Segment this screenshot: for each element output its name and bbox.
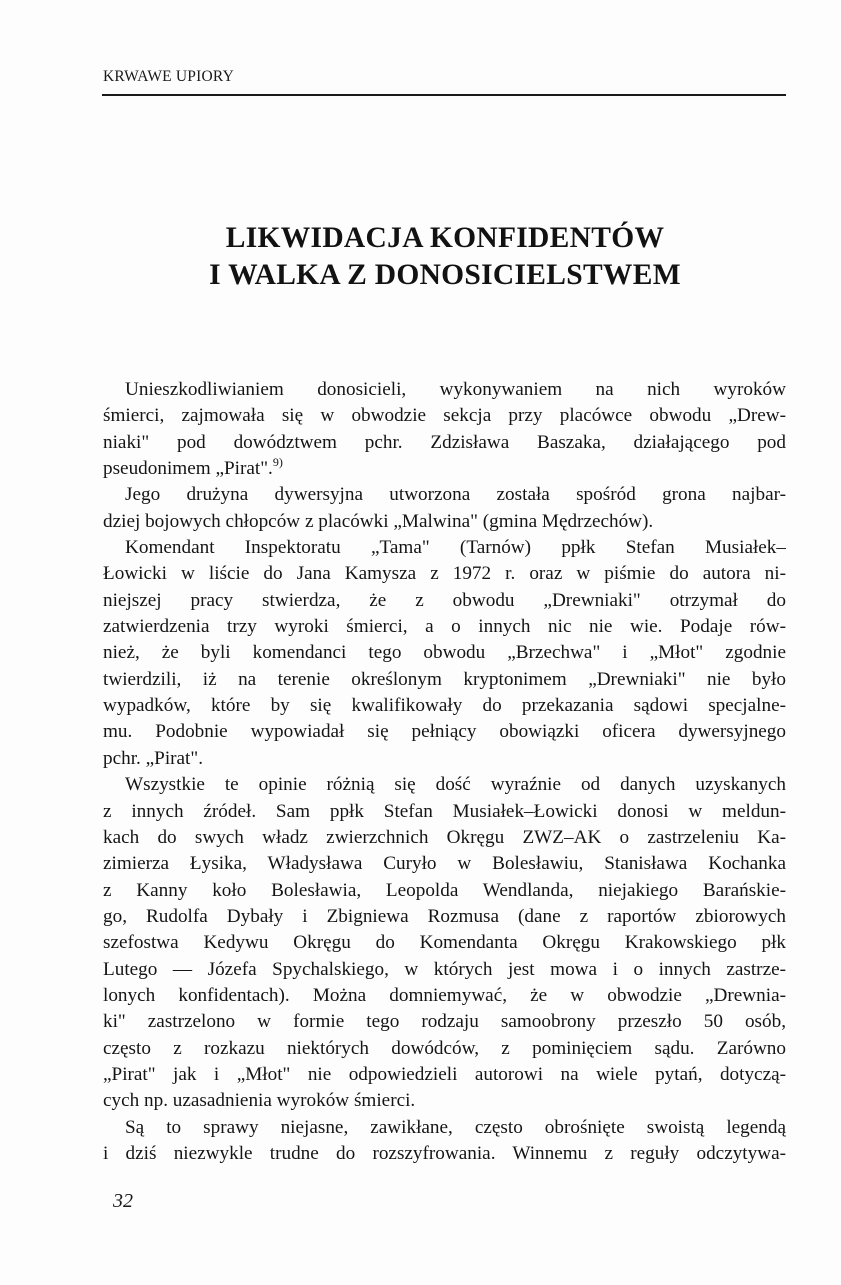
- body-line-text: i dziś niezwykle trudne do rozszyfrowania. Winnemu z reguły odczytywa-: [103, 1142, 786, 1164]
- body-line-text: cych np. uzasadnienia wyroków śmierci.: [103, 1090, 416, 1112]
- body-line-text: Jego drużyna dywersyjna utworzona została spośród grona najbar-: [125, 484, 786, 506]
- header-rule: [102, 94, 786, 96]
- body-line-text: niaki" pod dowództwem pchr. Zdzisława Baszaka, działającego pod: [103, 431, 786, 453]
- body-line-text: pseudonimem „Pirat".: [103, 458, 273, 480]
- body-line: [103, 403, 786, 429]
- body-line-text: pchr. „Pirat".: [103, 747, 204, 769]
- body-line-text: nież, że byli komendanci tego obwodu „Brzechwa" i „Młot" zgodnie: [103, 642, 786, 664]
- body-line-text: Są to sprawy niejasne, zawikłane, często obrośnięte swoistą legendą: [125, 1116, 786, 1138]
- body-line: [103, 719, 786, 745]
- body-line-text: śmierci, zajmowała się w obwodzie sekcja przy placówce obwodu „Drew-: [103, 405, 786, 427]
- body-line: [103, 561, 786, 587]
- body-line: [103, 430, 786, 456]
- body-line-text: twierdzili, iż na terenie określonym kryptonimem „Drewniaki" nie było: [103, 668, 786, 690]
- body-line: [103, 746, 786, 772]
- body-line-text: Łowicki w liście do Jana Kamysza z 1972 r. oraz w piśmie do autora ni-: [103, 563, 786, 585]
- body-line: [103, 482, 786, 508]
- body-line: [103, 693, 786, 719]
- body-line: [103, 1009, 786, 1035]
- body-line: [103, 588, 786, 614]
- body-line-text: niejszej pracy stwierdza, że z obwodu „Drewniaki" otrzymał do: [103, 589, 786, 611]
- body-line: [103, 904, 786, 930]
- body-line-text: z innych źródeł. Sam ppłk Stefan Musiałek–Łowicki donosi w meldun-: [103, 800, 786, 822]
- body-line: [103, 1115, 786, 1141]
- body-line: [103, 1062, 786, 1088]
- chapter-title-line-2: I WALKA Z DONOSICIELSTWEM: [209, 259, 681, 291]
- body-line-text: wypadków, które by się kwalifikowały do przekazania sądowi specjalne-: [103, 695, 786, 717]
- page-number: 32: [113, 1190, 133, 1212]
- body-line: [103, 851, 786, 877]
- body-line: [103, 930, 786, 956]
- body-line-text: zimierza Łysika, Władysława Curyło w Bolesławiu, Stanisława Kochanka: [103, 853, 786, 875]
- body-line: [103, 456, 786, 482]
- body-line-text: zatwierdzenia trzy wyroki śmierci, a o innych nic nie wie. Podaje rów-: [103, 616, 786, 638]
- body-line-text: dziej bojowych chłopców z placówki „Malwina" (gmina Mędrzechów).: [103, 510, 654, 532]
- chapter-title-line-1: LIKWIDACJA KONFIDENTÓW: [225, 222, 665, 254]
- chapter-title: [100, 220, 790, 294]
- body-line: [103, 799, 786, 825]
- body-line: [103, 509, 786, 535]
- body-line-text: go, Rudolfa Dybały i Zbigniewa Rozmusa (dane z raportów zbiorowych: [103, 905, 786, 927]
- body-line-text: Komendant Inspektoratu „Tama" (Tarnów) ppłk Stefan Musiałek–: [125, 537, 786, 559]
- body-text: [103, 377, 786, 1167]
- body-line: [103, 1036, 786, 1062]
- body-line: [103, 667, 786, 693]
- body-line-text: mu. Podobnie wypowiadał się pełniący obowiązki oficera dywersyjnego: [103, 721, 786, 743]
- body-line-text: z Kanny koło Bolesławia, Leopolda Wendlanda, niejakiego Barańskie-: [103, 879, 786, 901]
- body-line-text: kach do swych władz zwierzchnich Okręgu ZWZ–AK o zastrzeleniu Ka-: [103, 826, 786, 848]
- body-line: [103, 377, 786, 403]
- body-line: [103, 1141, 786, 1167]
- footnote-reference: 9): [272, 456, 283, 470]
- body-line: [103, 640, 786, 666]
- body-line-text: Unieszkodliwianiem donosicieli, wykonywaniem na nich wyroków: [125, 379, 786, 400]
- body-line: [103, 535, 786, 561]
- body-line: [103, 878, 786, 904]
- body-line: [103, 1088, 786, 1114]
- body-line-text: ki" zastrzelono w formie tego rodzaju samoobrony przeszło 50 osób,: [103, 1011, 786, 1033]
- body-line: [103, 983, 786, 1009]
- running-head: KRWAWE UPIORY: [103, 68, 234, 85]
- body-line-text: „Pirat" jak i „Młot" nie odpowiedzieli autorowi na wiele pytań, dotyczą-: [103, 1063, 786, 1085]
- body-line: [103, 772, 786, 798]
- body-line: [103, 957, 786, 983]
- body-line-text: szefostwa Kedywu Okręgu do Komendanta Okręgu Krakowskiego płk: [103, 932, 786, 954]
- body-line-text: Lutego — Józefa Spychalskiego, w których jest mowa i o innych zastrze-: [103, 958, 786, 980]
- body-line-text: często z rozkazu niektórych dowódców, z pominięciem sądu. Zarówno: [103, 1037, 786, 1059]
- body-line-text: Wszystkie te opinie różnią się dość wyraźnie od danych uzyskanych: [125, 774, 786, 796]
- body-line: [103, 614, 786, 640]
- body-line: [103, 825, 786, 851]
- body-line-text: lonych konfidentach). Można domniemywać, że w obwodzie „Drewnia-: [103, 984, 786, 1006]
